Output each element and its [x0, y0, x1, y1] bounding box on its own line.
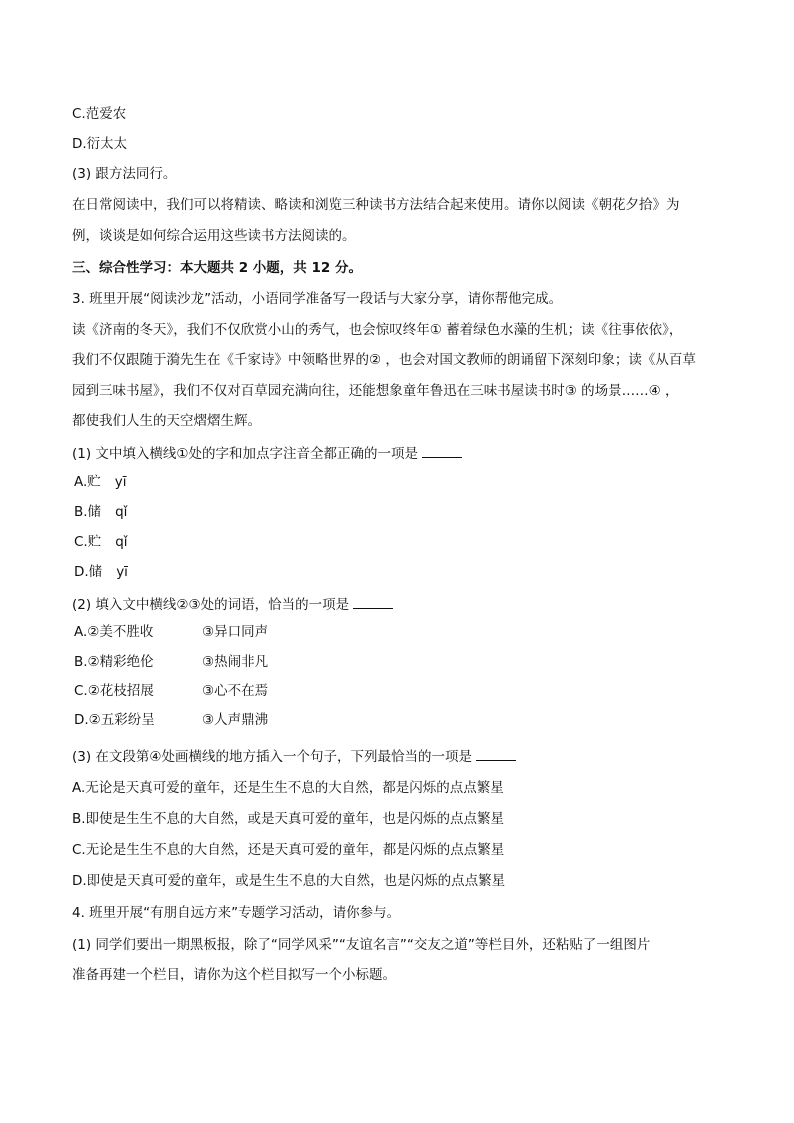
subquestion [72, 747, 516, 767]
option[interactable] [74, 681, 314, 701]
subquestion [72, 595, 393, 615]
question-stem: 3. 班里开展“阅读沙龙”活动，小语同学准备写一段话与大家分享，请你帮他完成。 [72, 291, 563, 307]
option-char: D.储 [74, 564, 103, 580]
subquestion-text: (3) 在文段第④处画横线的地方插入一个句子，下列最恰当的一项是 [72, 749, 473, 765]
answer-blank[interactable] [476, 748, 516, 761]
option[interactable] [74, 472, 127, 492]
option-word-b: ③异口同声 [202, 624, 269, 640]
option-char: B.储 [74, 504, 102, 520]
option[interactable]: D.即使是天真可爱的童年，或是生生不息的大自然，也是闪烁的点点繁星 [72, 873, 506, 889]
paragraph-line: 准备再建一个栏目，请你为这个栏目拟写一个小标题。 [72, 967, 396, 983]
option-word-a: B.②精彩绝伦 [74, 654, 154, 670]
option-word-b: ③热闹非凡 [202, 654, 269, 670]
option-char: C.贮 [74, 534, 102, 550]
question-stem: 4. 班里开展“有朋自远方来”专题学习活动，请你参与。 [72, 905, 401, 921]
passage-line: 我们不仅跟随于漪先生在《千家诗》中领略世界的② ，也会对国文教师的朗诵留下深刻印象；读《从百草 [72, 352, 696, 368]
answer-blank[interactable] [353, 596, 393, 609]
option-pinyin: yī [116, 564, 128, 580]
option-pinyin: yī [114, 474, 127, 490]
option-word-a: D.②五彩纷呈 [74, 712, 155, 728]
subquestion [72, 444, 462, 464]
option-d: D.衍太太 [72, 136, 128, 152]
passage-line: 园到三味书屋》，我们不仅对百草园充满向往，还能想象童年鲁迅在三味书屋读书时③ 的场景……④ ， [72, 383, 679, 399]
option-pinyin: qǐ [115, 504, 128, 520]
option[interactable] [74, 502, 127, 522]
option[interactable] [74, 652, 314, 672]
section-heading: 三、综合性学习：本大题共 2 小题，共 12 分。 [72, 260, 362, 276]
option[interactable]: C.无论是生生不息的大自然，还是天真可爱的童年，都是闪烁的点点繁星 [72, 842, 505, 858]
option-char: A.贮 [74, 474, 101, 490]
option[interactable]: B.即使是生生不息的大自然，或是天真可爱的童年，也是闪烁的点点繁星 [72, 811, 505, 827]
paragraph-line: 在日常阅读中，我们可以将精读、略读和浏览三种读书方法结合起来使用。请你以阅读《朝花夕拾》为 [72, 197, 680, 213]
passage-line: 都使我们人生的天空熠熠生辉。 [72, 413, 261, 429]
option-word-b: ③心不在焉 [202, 683, 269, 699]
option[interactable]: A.无论是天真可爱的童年，还是生生不息的大自然，都是闪烁的点点繁星 [72, 780, 504, 796]
option[interactable] [74, 562, 128, 582]
subquestion-title: (3) 跟方法同行。 [72, 166, 177, 182]
paragraph-line: 例，谈谈是如何综合运用这些读书方法阅读的。 [72, 228, 356, 244]
paragraph-line: (1) 同学们要出一期黑板报，除了“同学风采”“友谊名言”“交友之道”等栏目外，还粘贴了一组图片 [72, 937, 651, 953]
option-word-a: A.②美不胜收 [74, 624, 154, 640]
option[interactable] [74, 532, 128, 552]
subquestion-text: (1) 文中填入横线①处的字和加点字注音全都正确的一项是 [72, 446, 419, 462]
option-word-a: C.②花枝招展 [74, 683, 154, 699]
option-c: C.范爱农 [72, 106, 127, 122]
passage-line: 读《济南的冬天》，我们不仅欣赏小山的秀气，也会惊叹终年① 蓄着绿色水藻的生机；读《往事依依》， [72, 322, 683, 338]
option-word-b: ③人声鼎沸 [202, 712, 269, 728]
option[interactable] [74, 710, 314, 730]
answer-blank[interactable] [422, 445, 462, 458]
option[interactable] [74, 622, 314, 642]
subquestion-text: (2) 填入文中横线②③处的词语，恰当的一项是 [72, 597, 350, 613]
option-pinyin: qǐ [115, 534, 128, 550]
